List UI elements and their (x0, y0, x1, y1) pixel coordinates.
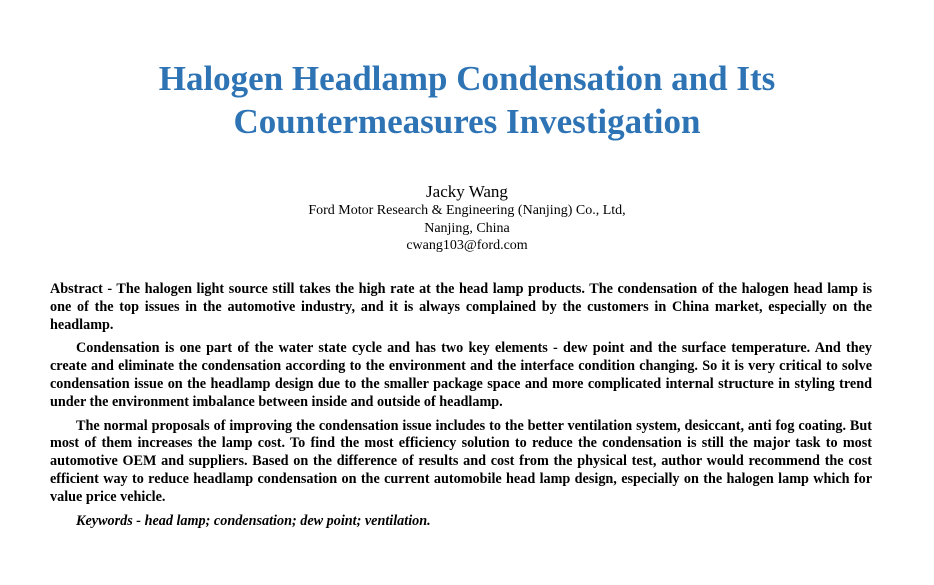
abstract-paragraph-2: Condensation is one part of the water state cycle and has two key elements - dew point and the surface temperature. And they create and eliminate the condensation according to the environment and the interface condition changing. So it is very critical to solve condensation issue on the headlamp design due to the smaller package space and more complicated internal structure in styling trend under the environment imbalance between inside and outside of headlamp. (50, 340, 872, 410)
author-name: Jacky Wang (426, 182, 508, 201)
abstract-section (50, 281, 872, 536)
paper-title (0, 57, 934, 143)
author-block (0, 182, 934, 255)
abstract-paragraph-1: Abstract - The halogen light source still takes the high rate at the head lamp products. The condensation of the halogen head lamp is one of the top issues in the automotive industry, and it is always complained by the customers in China market, especially on the headlamp. (50, 281, 872, 333)
author-affiliation-location: Nanjing, China (424, 220, 510, 236)
keywords-line: Keywords - head lamp; condensation; dew point; ventilation. (76, 512, 431, 529)
abstract-paragraph-3: The normal proposals of improving the condensation issue includes to the better ventilation system, desiccant, anti fog coating. But most of them increases the lamp cost. To find the most efficiency solution to reduce the condensation is still the major task to most automotive OEM and suppliers. Based on the difference of results and cost from the physical test, author would recommend the cost efficient way to reduce headlamp condensation on the current automobile head lamp design, especially on the halogen lamp which for value price vehicle. (50, 417, 872, 505)
paper-title-line-2: Countermeasures Investigation (233, 102, 701, 141)
author-affiliation-organization: Ford Motor Research & Engineering (Nanjing) Co., Ltd, (308, 203, 626, 218)
paper-title-line-1: Halogen Headlamp Condensation and Its (158, 59, 776, 98)
author-email: cwang103@ford.com (406, 238, 528, 253)
